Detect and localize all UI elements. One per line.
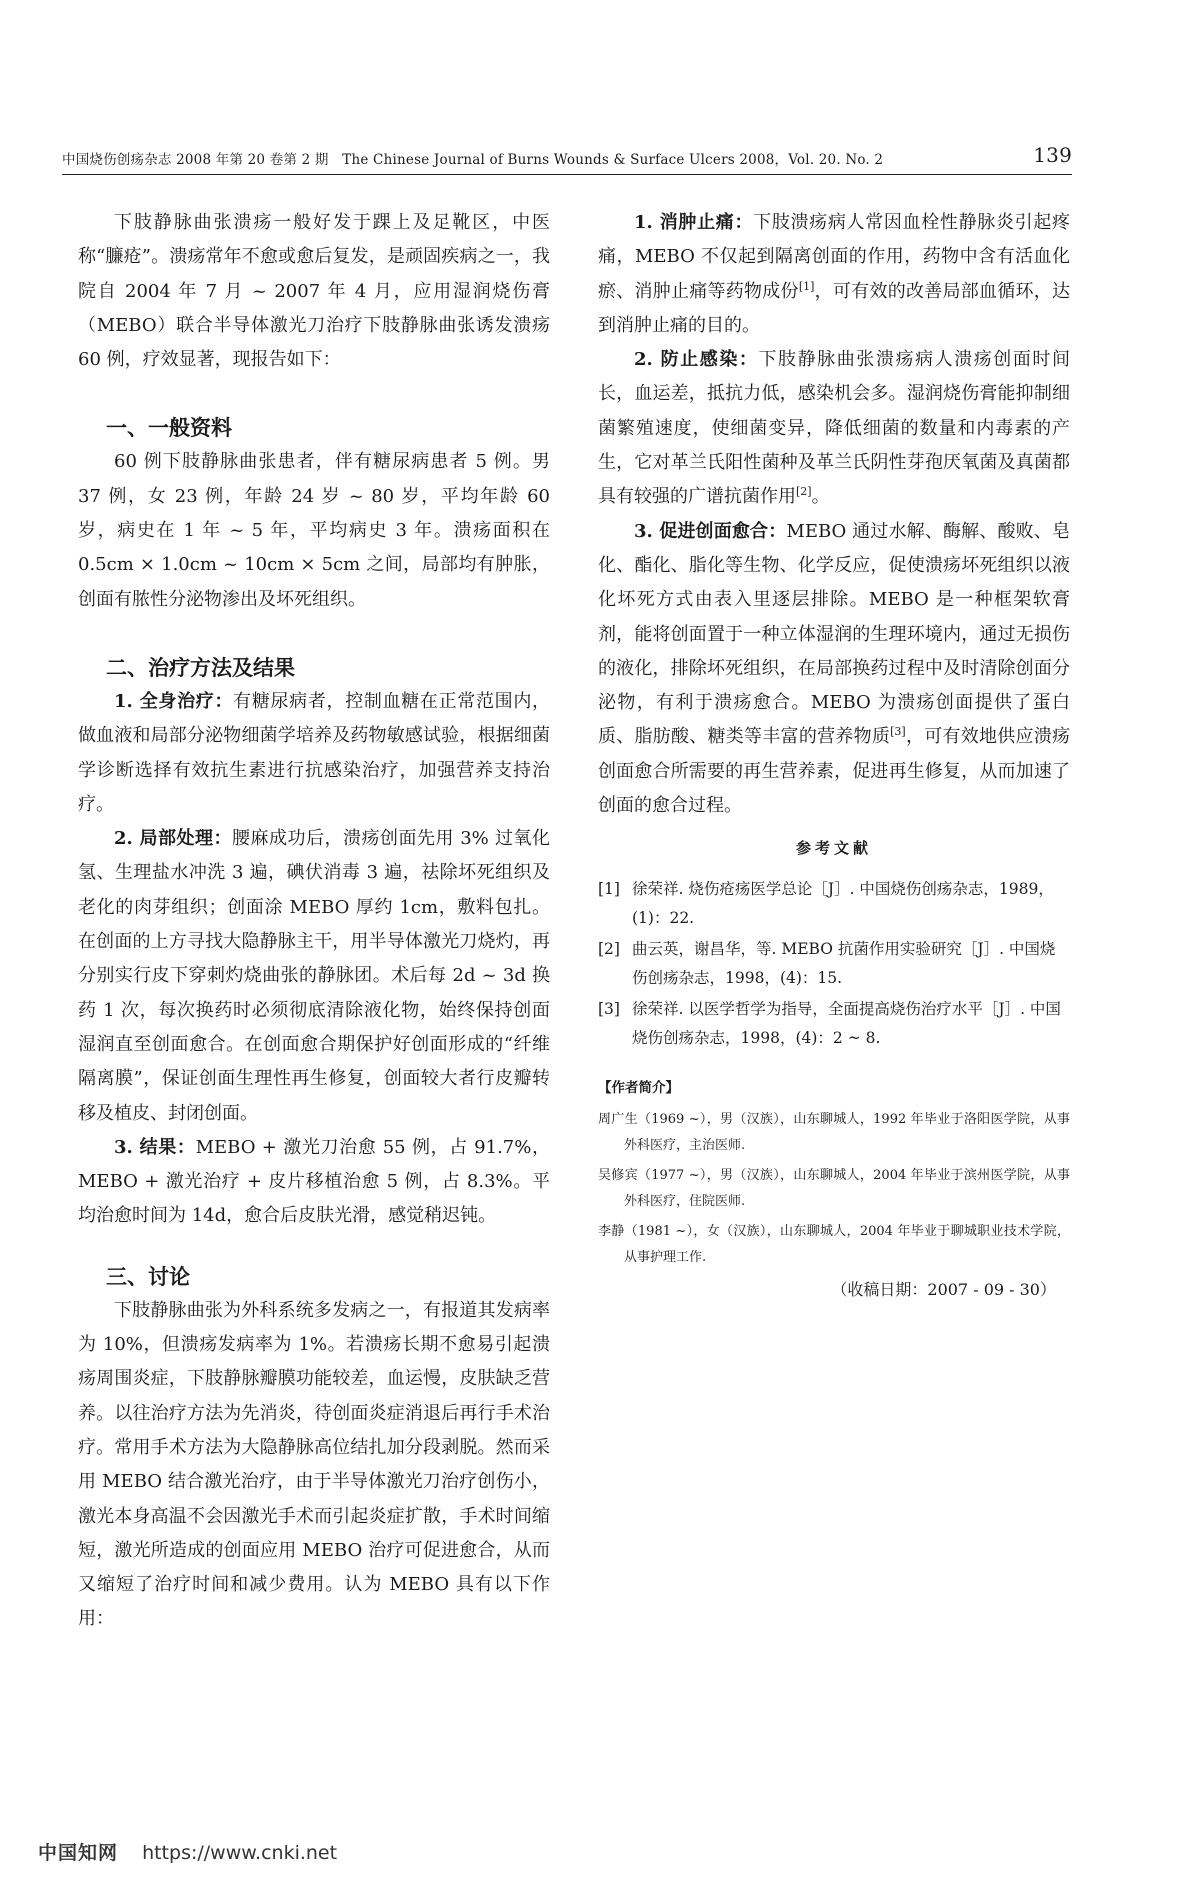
section-3-heading: 三、讨论 bbox=[106, 1263, 190, 1289]
reference-item bbox=[598, 935, 1070, 993]
author-info bbox=[598, 1075, 1070, 1303]
references-title: 参考文献 bbox=[795, 839, 872, 858]
footer-watermark bbox=[38, 1838, 337, 1865]
journal-header: 中国烧伤创疡杂志 2008 年第 20 卷第 2 期 The Chinese Journal of Burns Wounds & Surface Ulcers 2008，Vol. 20. No. 2 bbox=[62, 152, 884, 168]
reference-number: [2] bbox=[598, 940, 620, 959]
treatment-item-1 bbox=[78, 685, 550, 822]
treatment-item-1-text: 有糖尿病者，控制血糖在正常范围内，做血液和局部分泌物细菌学培养及药物敏感试验，根据细菌学诊断选择有效抗生素进行抗感染治疗，加强营养支持治疗。 bbox=[78, 690, 551, 815]
effect-item-2-text-b: 。 bbox=[811, 486, 830, 508]
effect-item-3-lead: 3. 促进创面愈合： bbox=[634, 520, 787, 542]
effect-item-1-text-b: ，可有效的改善局部血循环，达到消肿止痛的目的。 bbox=[598, 280, 1071, 336]
effect-item-2 bbox=[598, 343, 1070, 514]
treatment-item-2-lead: 2. 局部处理： bbox=[114, 828, 233, 850]
author-info-title: 【作者简介】 bbox=[598, 1080, 679, 1097]
effect-item-3-text-a: MEBO 通过水解、酶解、酸败、皂化、酯化、脂化等生物、化学反应，促使溃疡坏死组织以液化坏死方式由表入里逐层排除。MEBO 是一种框架软膏剂，能将创面置于一种立体湿润的生理环境内，通过无损伤的液化，排除坏死组织，在局部换药过程中及时清除创面分泌物，有利于溃疡愈合。MEBO 为溃疡创面提供了蛋白质、脂肪酸、糖类等丰富的营养物质 bbox=[598, 520, 1070, 748]
cnki-url[interactable]: https://www.cnki.net bbox=[142, 1842, 338, 1864]
received-date: （收稿日期：2007 - 09 - 30） bbox=[831, 1280, 1056, 1300]
reference-text: 徐荣祥. 以医学哲学为指导，全面提高烧伤治疗水平［J］. 中国烧伤创疡杂志，1998，(4)：2 ~ 8. bbox=[632, 1000, 1061, 1048]
discussion-paragraph: 下肢静脉曲张为外科系统多发病之一，有报道其发病率为 10%，但溃疡发病率为 1%。若溃疡长期不愈易引起溃疡周围炎症，下肢静脉瓣膜功能较差，血运慢，皮肤缺乏营养。以往治疗方法为先消炎，待创面炎症消退后再行手术治疗。常用手术方法为大隐静脉高位结扎加分段剥脱。然而采用 MEBO 结合激光治疗，由于半导体激光刀治疗创伤小，激光本身高温不会因激光手术而引起炎症扩散，手术时间缩短，激光所造成的创面应用 MEBO 治疗可促进愈合，从而又缩短了治疗时间和减少费用。认为 MEBO 具有以下作用： bbox=[78, 1299, 550, 1630]
citation-1: [1] bbox=[798, 279, 815, 293]
author-entry: 李静（1981 ~），女（汉族），山东聊城人，2004 年毕业于聊城职业技术学院，从事护理工作. bbox=[598, 1224, 1070, 1266]
reference-text: 徐荣祥. 烧伤疮疡医学总论［J］. 中国烧伤创疡杂志，1989，(1)：22. bbox=[632, 880, 1054, 928]
page-number: 139 bbox=[1033, 143, 1072, 167]
citation-3: [3] bbox=[890, 725, 906, 739]
effect-item-2-lead: 2. 防止感染： bbox=[634, 349, 759, 371]
effect-item-1-text-a: 下肢溃疡病人常因血栓性静脉炎引起疼痛，MEBO 不仅起到隔离创面的作用，药物中含有活血化瘀、消肿止痛等药物成份 bbox=[598, 212, 1071, 302]
effect-item-1 bbox=[598, 206, 1070, 343]
treatment-item-2 bbox=[78, 822, 550, 1131]
author-entry: 吴修宾（1977 ~），男（汉族），山东聊城人，2004 年毕业于滨州医学院，从事外科医疗，住院医师. bbox=[598, 1168, 1070, 1210]
header-rule bbox=[62, 174, 1072, 175]
cnki-brand: 中国知网 bbox=[38, 1842, 119, 1864]
reference-text: 曲云英，谢昌华，等. MEBO 抗菌作用实验研究［J］. 中国烧伤创疡杂志，1998，(4)：15. bbox=[632, 940, 1056, 988]
section-1-heading: 一、一般资料 bbox=[106, 415, 232, 441]
treatment-item-3-text: MEBO + 激光刀治愈 55 例，占 91.7%，MEBO + 激光治疗 + 皮片移植治愈 5 例，占 8.3%。平均治愈时间为 14d，愈合后皮肤光滑，感觉稍迟钝。 bbox=[78, 1136, 550, 1227]
effect-item-3-text-b: ，可有效地供应溃疡创面愈合所需要的再生营养素，促进再生修复，从而加速了创面的愈合过程。 bbox=[598, 726, 1071, 817]
reference-item bbox=[598, 875, 1070, 933]
section-1-paragraph: 60 例下肢静脉曲张患者，伴有糖尿病患者 5 例。男 37 例，女 23 例，年龄 24 岁 ~ 80 岁，平均年龄 60 岁，病史在 1 年 ~ 5 年，平均病史 3 年。溃疡面积在 0.5cm × 1.0cm ~ 10cm × 5cm 之间，局部均有肿胀，创面有脓性分泌物渗出及坏死组织。 bbox=[78, 451, 550, 610]
treatment-item-1-lead: 1. 全身治疗： bbox=[114, 690, 234, 712]
reference-item bbox=[598, 995, 1070, 1053]
effect-item-1-lead: 1. 消肿止痛： bbox=[634, 212, 754, 233]
treatment-item-3-lead: 3. 结果： bbox=[114, 1136, 196, 1158]
section-2-heading: 二、治疗方法及结果 bbox=[106, 654, 295, 680]
left-column bbox=[78, 206, 550, 1637]
citation-2: [2] bbox=[796, 485, 812, 499]
reference-number: [3] bbox=[598, 1000, 620, 1019]
effect-item-3 bbox=[598, 515, 1070, 824]
effect-item-2-text-a: 下肢静脉曲张溃疡病人溃疡创面时间长，血运差，抵抗力低，感染机会多。湿润烧伤膏能抑制细菌繁殖速度，使细菌变异，降低细菌的数量和内毒素的产生，它对革兰氏阳性菌种及革兰氏阴性芽孢厌氧菌及真菌都具有较强的广谱抗菌作用 bbox=[598, 349, 1070, 508]
author-entry: 周广生（1969 ~），男（汉族），山东聊城人，1992 年毕业于洛阳医学院，从事外科医疗，主治医师. bbox=[598, 1112, 1070, 1154]
right-column bbox=[598, 206, 1070, 1303]
reference-number: [1] bbox=[598, 880, 620, 899]
intro-paragraph: 下肢静脉曲张溃疡一般好发于踝上及足靴区，中医称“臁疮”。溃疡常年不愈或愈后复发，是顽固疾病之一，我院自 2004 年 7 月 ~ 2007 年 4 月，应用湿润烧伤膏（MEBO）联合半导体激光刀治疗下肢静脉曲张诱发溃疡 60 例，疗效显著，现报告如下： bbox=[78, 212, 550, 371]
treatment-item-3 bbox=[78, 1131, 550, 1234]
treatment-item-2-text: 腰麻成功后，溃疡创面先用 3% 过氧化氢、生理盐水冲洗 3 遍，碘伏消毒 3 遍，祛除坏死组织及老化的肉芽组织；创面涂 MEBO 厚约 1cm，敷料包扎。在创面的上方寻找大隐静脉主干，用半导体激光刀烧灼，再分别实行皮下穿刺灼烧曲张的静脉团。术后每 2d ~ 3d 换药 1 次，每次换药时必须彻底清除液化物，始终保持创面湿润直至创面愈合。在创面愈合期保护好创面形成的“纤维隔离膜”，保证创面生理性再生修复，创面较大者行皮瓣转移及植皮、封闭创面。 bbox=[78, 828, 550, 1124]
